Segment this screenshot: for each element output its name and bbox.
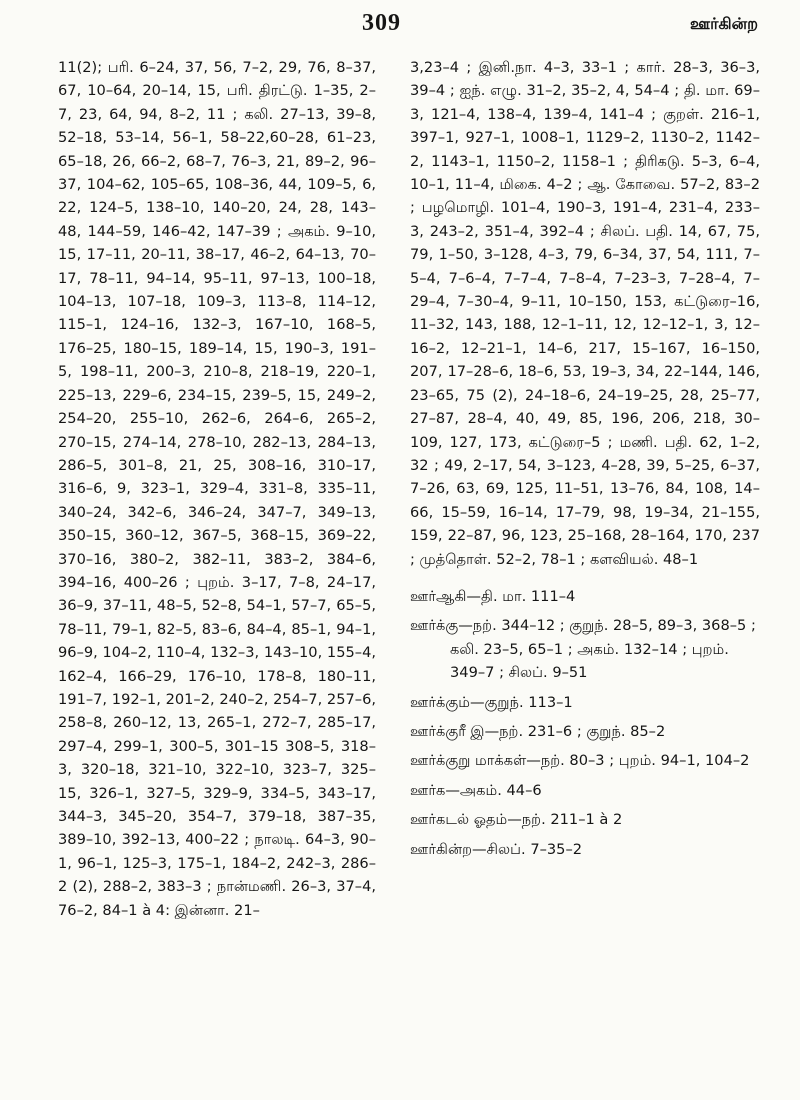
running-head: ஊர்கின்ற — [689, 14, 758, 33]
right-column-continuation-text: 3,23–4 ; இனி.நா. 4–3, 33–1 ; கார். 28–3, 36–3, 39–4 ; ஐந். எழு. 31–2, 35–2, 4, 54–4 ; தி. மா. 69–3, 121–4, 138–4, 139–4, 141–4 ; குறள். 216–1, 397–1, 927–1, 1008–1, 1129–2, 1130–2, 1142–2, 1143–1, 1150–2, 1158–1 ; திரிகடு. 5–3, 6–4, 10–1, 11–4, மிகை. 4–2 ; ஆ. கோவை. 57–2, 83–2 ; பழமொழி. 101–4, 190–3, 191–4, 231–4, 233–3, 243–2, 351–4, 392–4 ; சிலப். பதி. 14, 67, 75, 79, 1–50, 3–128, 4–3, 79, 6–34, 37, 54, 111, 7–5–4, 7–6–4, 7–7–4, 7–8–4, 7–23–3, 7–28–4, 7–29–4, 7–30–4, 9–11, 10–150, 153, கட்டுரை–16, 11–32, 143, 188, 12–1–11, 12, 12–12–1, 3, 12–16–2, 12–21–1, 14–6, 217, 15–167, 16–150, 207, 17–28–6, 18–6, 53, 19–3, 34, 22–144, 146, 23–65, 75 (2), 24–18–6, 24–19–25, 28, 25–77, 27–87, 28–4, 40, 49, 85, 196, 206, 218, 30–109, 127, 173, கட்டுரை–5 ; மணி. பதி. 62, 1–2, 32 ; 49, 2–17, 54, 3–123, 4–28, 39, 5–25, 6–37, 7–26, 63, 69, 125, 11–51, 13–76, 84, 108, 14–66, 15–59, 16–14, 17–79, 98, 19–34, 21–155, 159, 22–87, 96, 123, 25–168, 28–164, 170, 237 ; முத்தொள். 52–2, 78–1 ; களவியல். 48–1 — [410, 59, 760, 568]
entry-oorkkuree: ஊர்க்குரீ இ—நற். 231–6 ; குறுந். 85–2 — [410, 722, 666, 740]
entry-oorkku: ஊர்க்கு—நற். 344–12 ; குறுந். 28–5, 89–3, 368–5 ; கலி. 23–5, 65–1 ; அகம். 132–14 ; புறம். 349–7 ; சிலப். 9–51 — [410, 617, 756, 682]
entry-oorkkum: ஊர்க்கும்—குறுந். 113–1 — [410, 693, 573, 711]
entry-oorkadal-otham: ஊர்கடல் ஓதம்—நற். 211–1 à 2 — [410, 811, 623, 829]
entry-oorka: ஊர்க—அகம். 44–6 — [410, 781, 542, 799]
page-number: 309 — [362, 10, 401, 36]
entry-oor-aaki: ஊர்ஆகி—தி. மா. 111–4 — [410, 587, 576, 605]
left-column — [58, 56, 376, 922]
right-column — [410, 56, 760, 867]
page-header — [0, 6, 800, 40]
left-column-text: 11(2); பரி. 6–24, 37, 56, 7–2, 29, 76, 8–37, 67, 10–64, 20–14, 15, பரி. திரட்டு. 1–35, 2–7, 23, 64, 94, 8–2, 11 ; கலி. 27–13, 39–8, 52–18, 53–14, 56–1, 58–22,60–28, 61–23, 65–18, 26, 66–2, 68–7, 76–3, 21, 89–2, 96–37, 104–62, 105–65, 108–36, 44, 109–5, 6, 22, 124–5, 138–10, 140–20, 24, 28, 143–48, 144–59, 146–42, 147–39 ; அகம். 9–10, 15, 17–11, 20–11, 38–17, 46–2, 64–13, 70–17, 78–11, 94–14, 95–11, 97–13, 100–18, 104–13, 107–18, 109–3, 113–8, 114–12, 115–1, 124–16, 132–3, 167–10, 168–5, 176–25, 180–15, 189–14, 15, 190–3, 191–5, 198–11, 200–3, 210–8, 218–19, 220–1, 225–13, 229–6, 234–15, 239–5, 15, 249–2, 254–20, 255–10, 262–6, 264–6, 265–2, 270–15, 274–14, 278–10, 282–13, 284–13, 286–5, 301–8, 21, 25, 308–16, 310–17, 316–6, 9, 323–1, 329–4, 331–8, 335–11, 340–24, 342–6, 346–24, 347–7, 349–13, 350–15, 360–12, 367–5, 368–15, 369–22, 370–16, 380–2, 382–11, 383–2, 384–6, 394–16, 400–26 ; புறம். 3–17, 7–8, 24–17, 36–9, 37–11, 48–5, 52–8, 54–1, 57–7, 65–5, 78–11, 79–1, 82–5, 83–6, 84–4, 85–1, 94–1, 96–9, 104–2, 110–4, 132–3, 143–10, 155–4, 162–4, 166–29, 176–10, 178–8, 180–11, 191–7, 192–1, 201–2, 240–2, 254–7, 257–6, 258–8, 260–12, 13, 265–1, 272–7, 285–17, 297–4, 299–1, 300–5, 301–15 308–5, 318–3, 320–18, 321–10, 322–10, 323–7, 325–15, 326–1, 327–5, 329–9, 334–5, 343–17, 344–3, 345–20, 354–7, 379–18, 387–35, 389–10, 392–13, 400–22 ; நாலடி. 64–3, 90–1, 96–1, 125–3, 175–1, 184–2, 242–3, 286–2 (2), 288–2, 383–3 ; நான்மணி. 26–3, 37–4, 76–2, 84–1 à 4: இன்னா. 21– — [58, 59, 376, 919]
entry-list — [410, 585, 760, 861]
entry-oorkkuru-maakkal: ஊர்க்குறு மாக்கள்—நற். 80–3 ; புறம். 94–1, 104–2 — [410, 752, 750, 770]
entry-oorkinra: ஊர்கின்ற—சிலப். 7–35–2 — [410, 840, 583, 858]
